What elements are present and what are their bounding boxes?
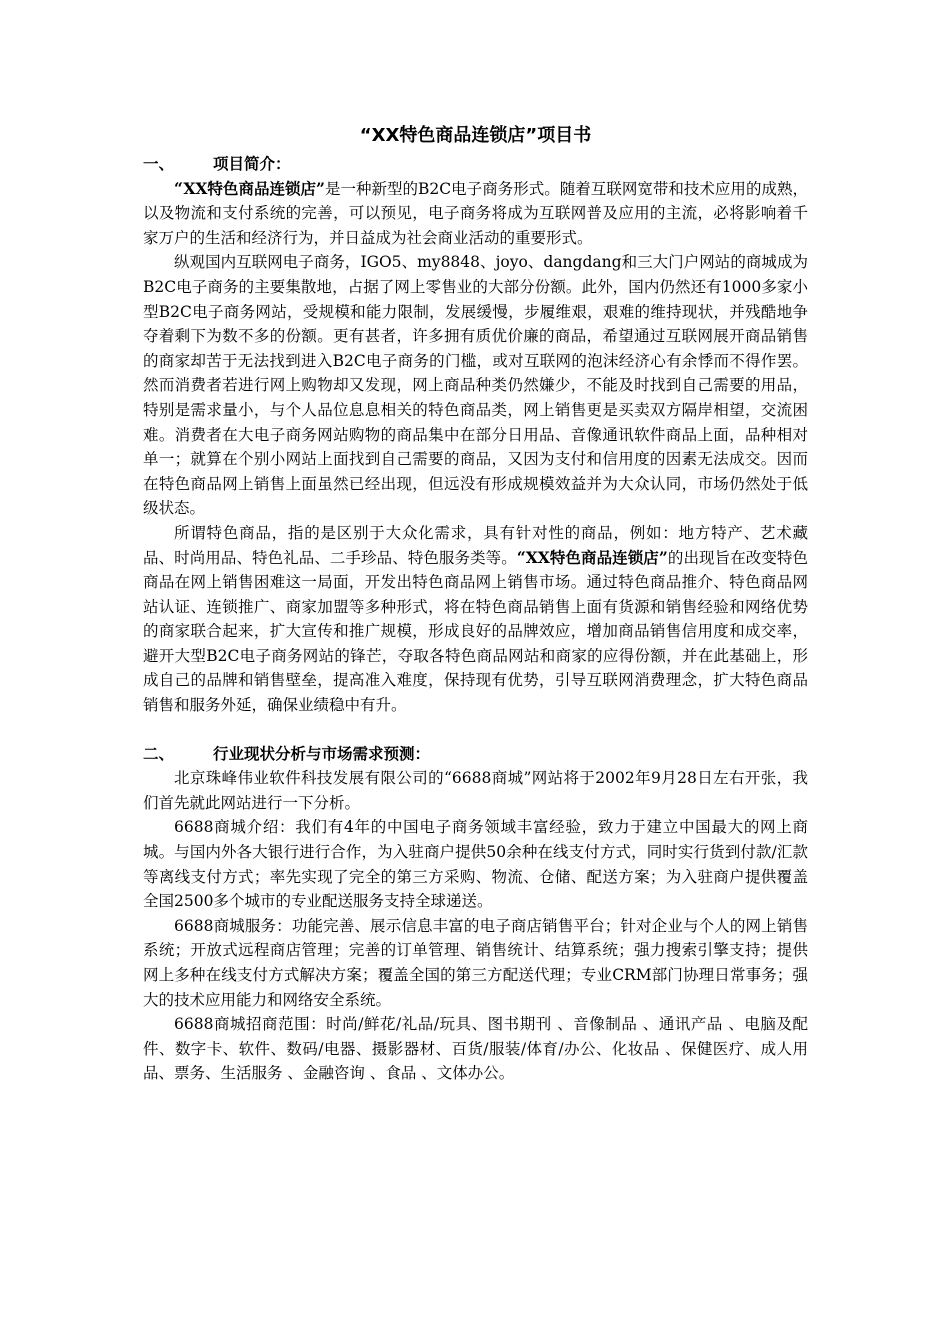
paragraph-text: 是一种新型的B2C电子商务形式。随着互联网宽带和技术应用的成熟，以及物流和支付系统的完善，可以预见，电子商务将成为互联网普及应用的主流，必将影响着千家万户的生活和经济行为，并日益成为社会商业活动的重要形式。 bbox=[143, 179, 808, 247]
section-2-heading bbox=[143, 742, 808, 767]
section-1-paragraph-3 bbox=[143, 521, 808, 718]
paragraph-text: 的出现旨在改变特色商品在网上销售困难这一局面，开发出特色商品网上销售市场。通过特色商品推介、特色商品网站认证、连锁推广、商家加盟等多种形式，将在特色商品销售上面有货源和销售经验和网络优势的商家联合起来，扩大宣传和推广规模，形成良好的品牌效应，增加商品销售信用度和成交率，避开大型B2C电子商务网站的锋芒，夺取各特色商品网站和商家的应得份额，并在此基础上，形成自己的品牌和销售壁垒，提高准入难度，保持现有优势，引导互联网消费理念，扩大特色商品销售和服务外延，确保业绩稳中有升。 bbox=[143, 548, 808, 715]
project-name-bold: “XX特色商品连锁店” bbox=[174, 178, 325, 198]
document-body bbox=[143, 122, 808, 1086]
section-2-number: 二、 bbox=[143, 743, 175, 763]
section-2-title: 行业现状分析与市场需求预测： bbox=[213, 743, 431, 763]
section-1-paragraph-1 bbox=[143, 177, 808, 251]
section-2-paragraph-1: 北京珠峰伟业软件科技发展有限公司的“6688商城”网站将于2002年9月28日左右开张，我们首先就此网站进行一下分析。 bbox=[143, 769, 808, 812]
section-1-paragraph-2: 纵观国内互联网电子商务，IGO5、my8848、joyo、dangdang和三大门户网站的商城成为B2C电子商务的主要集散地，占据了网上零售业的大部分份额。此外，国内仍然还有1000多家小型B2C电子商务网站，受规模和能力限制，发展缓慢，步履维艰，艰难的维持现状，并残酷地争夺着剩下为数不多的份额。更有甚者，许多拥有质优价廉的商品，希望通过互联网展开商品销售的商家却苦于无法找到进入B2C电子商务的门槛，或对互联网的泡沫经济心有余悸而不得作罢。然而消费者若进行网上购物却又发现，网上商品种类仍然嫌少，不能及时找到自己需要的用品，特别是需求量小，与个人品位息息相关的特色商品类，网上销售更是买卖双方隔岸相望，交流困难。消费者在大电子商务网站购物的商品集中在部分日用品、音像通讯软件商品上面，品种相对单一；就算在个别小网站上面找到自己需要的商品，又因为支付和信用度的因素无法成交。因而在特色商品网上销售上面虽然已经出现，但远没有形成规模效益并为大众认同，市场仍然处于低级状态。 bbox=[143, 253, 808, 518]
project-name-bold: “XX特色商品连锁店” bbox=[516, 547, 668, 567]
page-title: “XX特色商品连锁店”项目书 bbox=[359, 125, 592, 146]
section-2-paragraph-4: 6688商城招商范围：时尚/鲜花/礼品/玩具、图书期刊 、音像制品 、通讯产品 、电脑及配件、数字卡、软件、数码/电器、摄影器材、百货/服装/体育/办公、化妆品 、保健医疗、成人用品、票务、生活服务 、金融咨询 、食品 、文体办公。 bbox=[143, 1015, 808, 1083]
section-2-paragraph-3: 6688商城服务：功能完善、展示信息丰富的电子商店销售平台；针对企业与个人的网上销售系统；开放式远程商店管理；完善的订单管理、销售统计、结算系统；强力搜索引擎支持；提供网上多种在线支付方式解决方案；覆盖全国的第三方配送代理；专业CRM部门协理日常事务；强大的技术应用能力和网络安全系统。 bbox=[143, 916, 808, 1009]
section-1-title: 项目简介： bbox=[213, 154, 291, 173]
section-spacer bbox=[143, 718, 808, 742]
section-1-number: 一、 bbox=[143, 154, 175, 173]
paragraph-text: 所谓特色商品，指的是区别于大众化需求，具有针对性的商品，例如：地方特产、艺术藏品、时尚用品、特色礼品、二手珍品、特色服务类等。 bbox=[143, 523, 808, 567]
section-1-heading bbox=[143, 152, 808, 177]
section-2-paragraph-2: 6688商城介绍：我们有4年的中国电子商务领域丰富经验，致力于建立中国最大的网上商城。与国内外各大银行进行合作，为入驻商户提供50余种在线支付方式，同时实行货到付款/汇款等离线支付方式；率先实现了完全的第三方采购、物流、仓储、配送方案；为入驻商户提供覆盖全国2500多个城市的专业配送服务支持全球递送。 bbox=[143, 818, 808, 911]
